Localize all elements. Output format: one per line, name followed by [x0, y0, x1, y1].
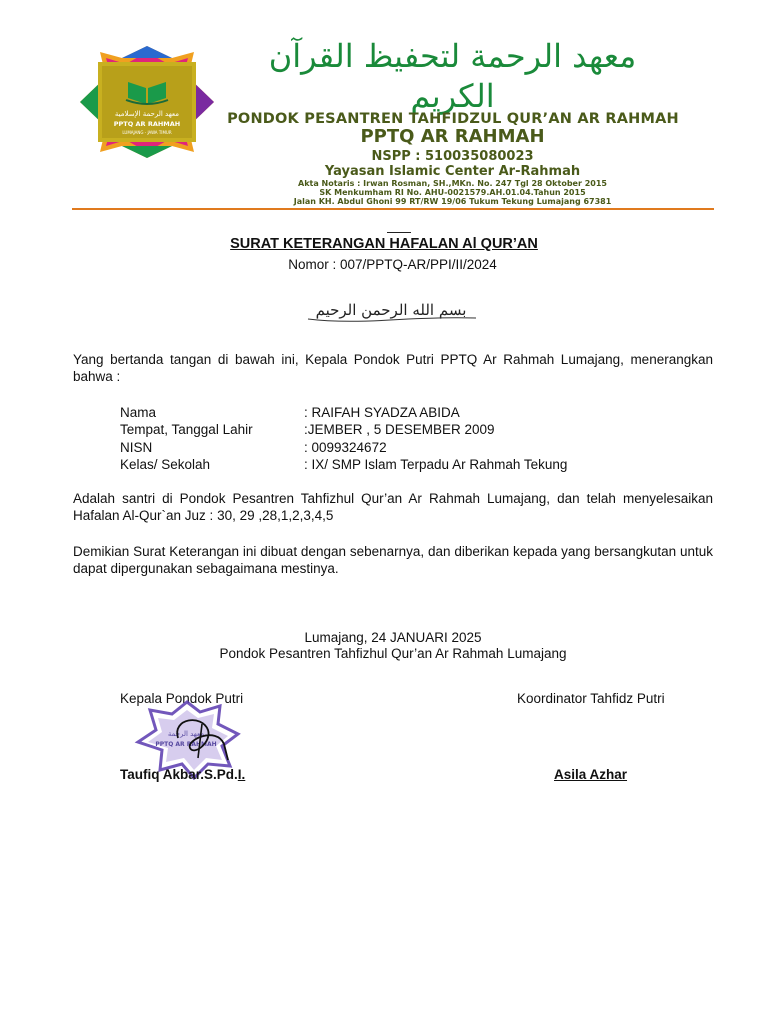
letterhead-divider [72, 208, 714, 210]
field-label-name: Nama [120, 405, 157, 420]
school-logo [76, 42, 218, 162]
statement-paragraph: Adalah santri di Pondok Pesantren Tahfizhul Qur’an Ar Rahmah Lumajang, dan telah menyelesaikan Hafalan Al-Qur`an Juz : 30, 29 ,28,1,2,3,4,5 [73, 491, 713, 523]
organization-name: PONDOK PESANTREN TAHFIDZUL QUR’AN AR RAHMAH [227, 111, 679, 127]
head-role-label: Kepala Pondok Putri [120, 691, 244, 706]
logo-subtext: LUMAJANG - JAWA TIMUR [122, 130, 172, 135]
basmalah-calligraphy [300, 293, 482, 329]
notary-deed-line: Akta Notaris : Irwan Rosman, SH.,MKn. No. 247 Tgl 28 Oktober 2015 [298, 179, 607, 188]
organization-short-name: PPTQ AR RAHMAH [360, 126, 545, 147]
place-and-date: Lumajang, 24 JANUARI 2025 [304, 630, 482, 645]
field-value-name: : RAIFAH SYADZA ABIDA [304, 405, 460, 420]
field-value-nisn: : 0099324672 [304, 440, 387, 455]
closing-paragraph: Demikian Surat Keterangan ini dibuat dengan sebenarnya, dan diberikan kepada yang bersangkutan untuk dapat dipergunakan sebagaimana mestinya. [73, 544, 713, 576]
logo-text: PPTQ AR RAHMAH [113, 120, 181, 128]
intro-paragraph: Yang bertanda tangan di bawah ini, Kepala Pondok Putri PPTQ Ar Rahmah Lumajang, menerangkan bahwa : [73, 352, 713, 384]
logo-star [80, 46, 214, 158]
title-mark [387, 232, 411, 233]
svg-text:بسم الله الرحمن الرحيم: بسم الله الرحمن الرحيم [315, 301, 467, 319]
field-label-class: Kelas/ Sekolah [120, 457, 211, 472]
coordinator-role-label: Koordinator Tahfidz Putri [517, 691, 665, 706]
field-label-nisn: NISN [120, 440, 153, 455]
head-name-text: Taufiq Akbar.S.Pd. [120, 767, 238, 782]
issuing-institution: Pondok Pesantren Tahfizhul Qur’an Ar Rahmah Lumajang [219, 646, 567, 661]
field-label-birth: Tempat, Tanggal Lahir [120, 422, 253, 437]
document-number: Nomor : 007/PPTQ-AR/PPI/II/2024 [288, 257, 497, 272]
nspp-number: NSPP : 510035080023 [371, 149, 534, 164]
svg-text:معهد الرحمة: معهد الرحمة [167, 730, 205, 738]
logo-arabic-text: معهد الرحمة الإسلامية [114, 110, 180, 118]
field-value-class: : IX/ SMP Islam Terpadu Ar Rahmah Tekung [304, 457, 568, 472]
ministry-decree-line: SK Menkumham RI No. AHU-0021579.AH.01.04.Tahun 2015 [319, 188, 586, 197]
head-signatory-name [120, 766, 245, 783]
coordinator-signatory-name: Asila Azhar [554, 767, 628, 782]
field-value-birth: :JEMBER , 5 DESEMBER 2009 [304, 422, 495, 437]
arabic-school-name: معهد الرحمة لتحفيظ القرآن الكريم [268, 37, 637, 115]
svg-text:PPTQ AR RAHMAH: PPTQ AR RAHMAH [155, 741, 217, 748]
document-title: SURAT KETERANGAN HAFALAN Al QUR’AN [230, 236, 538, 252]
head-name-suffix: I. [237, 767, 246, 782]
address-line: Jalan KH. Abdul Ghoni 99 RT/RW 19/06 Tukum Tekung Lumajang 67381 [293, 197, 612, 206]
foundation-name: Yayasan Islamic Center Ar-Rahmah [324, 164, 581, 179]
